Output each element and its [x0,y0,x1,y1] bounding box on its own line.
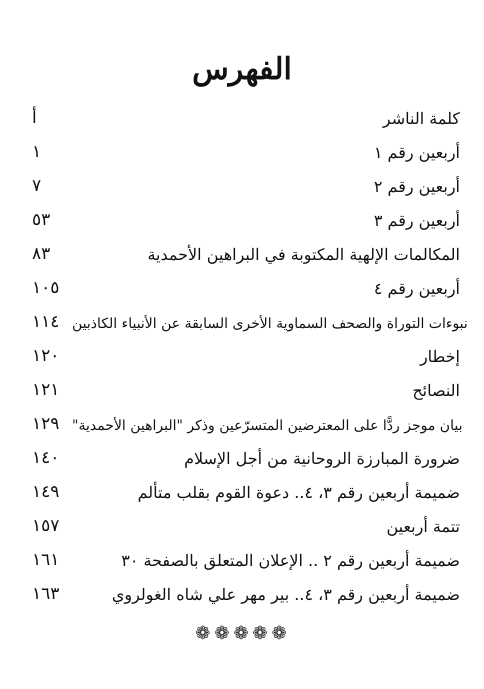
toc-entry-page-number: ١٤٩ [32,482,60,502]
toc-entry [32,440,460,474]
toc-entry-title: نبوءات التوراة والصحف السماوية الأخرى السابقة عن الأنبياء الكاذبين [72,316,468,332]
toc-entry-page-number: ٥٣ [32,210,51,230]
toc-entry-title: أربعين رقم ١ [373,143,460,162]
toc-entry-page-number: ١٢٩ [32,414,60,434]
toc-entry [32,168,460,202]
ornament-divider [0,623,484,644]
table-of-contents [32,100,468,610]
toc-entry-page-number: ١٦١ [32,550,60,570]
toc-entry-title: ضميمة أربعين رقم ٢ .. الإعلان المتعلق بالصفحة ٣٠ [121,551,460,570]
toc-entry-page-number: ١ [32,142,42,162]
toc-entry [32,338,460,372]
toc-entry [32,474,460,508]
toc-entry-title: كلمة الناشر [382,109,460,128]
toc-entry [32,304,468,338]
flower-ornament-icon: ❁ [233,623,251,644]
flower-ornament-icon: ❁ [271,623,289,644]
toc-entry-title: إخطار [419,347,460,366]
toc-entry [32,508,460,542]
toc-entry-title: المكالمات الإلهية المكتوبة في البراهين الأحمدية [147,245,460,264]
toc-entry [32,372,460,406]
toc-entry-title: تتمة أربعين [386,517,460,536]
toc-entry [32,542,460,576]
toc-entry-page-number: ١٢١ [32,380,60,400]
toc-entry-title: أربعين رقم ٢ [373,177,460,196]
toc-entry-title: النصائح [412,381,460,400]
toc-entry-page-number: ٧ [32,176,42,196]
toc-entry [32,202,460,236]
toc-entry [32,100,460,134]
toc-entry-title: بيان موجز ردًّا على المعترضين المتسرّعين وذكر "البراهين الأحمدية" [72,418,463,434]
toc-entry-page-number: أ [32,108,37,128]
toc-entry [32,406,463,440]
toc-entry-title: أربعين رقم ٣ [373,211,460,230]
toc-entry [32,576,460,610]
toc-entry [32,134,460,168]
page-title: الفهرس [192,52,292,87]
flower-ornament-icon: ❁ [195,623,213,644]
toc-entry [32,236,460,270]
toc-entry-page-number: ١٦٣ [32,584,60,604]
toc-entry-page-number: ١٠٥ [32,278,60,298]
toc-entry-title: ضرورة المبارزة الروحانية من أجل الإسلام [184,449,460,468]
toc-entry-title: ضميمة أربعين رقم ٣، ٤.. دعوة القوم بقلب متألم [137,483,460,502]
flower-ornament-icon: ❁ [214,623,232,644]
toc-entry-title: أربعين رقم ٤ [373,279,460,298]
toc-entry-title: ضميمة أربعين رقم ٣، ٤.. بير مهر علي شاه الغولروي [111,585,460,604]
toc-entry-page-number: ١١٤ [32,312,60,332]
flower-ornament-icon: ❁ [252,623,270,644]
toc-entry-page-number: ١٤٠ [32,448,60,468]
toc-entry [32,270,460,304]
toc-entry-page-number: ٨٣ [32,244,51,264]
toc-entry-page-number: ١٥٧ [32,516,60,536]
toc-entry-page-number: ١٢٠ [32,346,60,366]
